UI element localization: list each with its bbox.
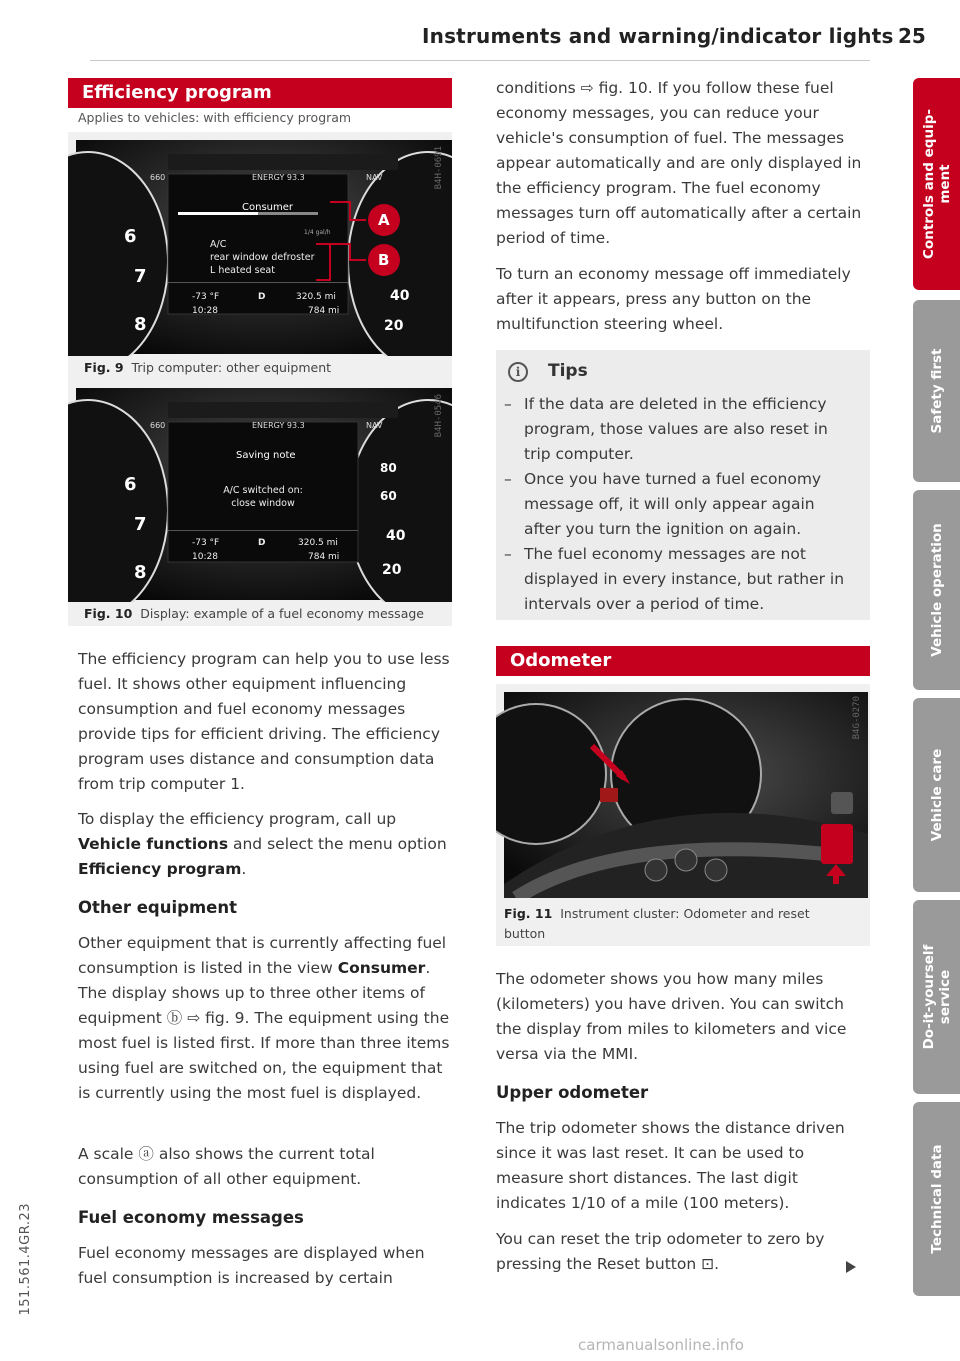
side-tab-label: Technical data <box>928 1144 945 1254</box>
side-tab-safety[interactable] <box>913 300 960 482</box>
paragraph-continued <box>496 76 872 251</box>
svg-text:40: 40 <box>390 288 410 304</box>
cluster-odo: 784 mi <box>308 306 340 316</box>
svg-text:8: 8 <box>134 562 147 583</box>
svg-text:80: 80 <box>380 461 397 475</box>
paragraph-continued-text: conditions ⇨ fig. 10. If you follow these fuel economy messages, you can reduce your vehicle's consumption of fuel. The messages appear automatically and are only displayed in the efficiency program. The fuel economy messages turn off automatically after a certain period of time. <box>496 79 862 247</box>
cluster-item: A/C <box>210 239 227 250</box>
side-tab-label: Do-it-yourself service <box>920 944 953 1050</box>
figure-9 <box>68 132 452 380</box>
applies-note: Applies to vehicles: with efficiency program <box>78 110 352 125</box>
paragraph: To turn an economy message off immediately after it appears, press any button on the multifunction steering wheel. <box>496 265 851 333</box>
tips-box <box>496 350 870 620</box>
side-tab-vehicle-care[interactable] <box>913 698 960 892</box>
menu-term: Consumer <box>337 959 426 977</box>
figure-label: Fig. 10 <box>84 606 133 621</box>
figure-code: B4G-0270 <box>852 696 862 740</box>
tip-text: The fuel economy messages are not displayed in every instance, but rather in intervals over a period of time. <box>524 545 845 613</box>
cluster-gear: D <box>258 538 266 548</box>
figure-caption <box>84 604 424 624</box>
cluster-nav: NAV <box>366 421 383 430</box>
figure-10 <box>68 380 452 626</box>
cluster-items <box>210 238 315 277</box>
tips-title: Tips <box>548 361 588 381</box>
watermark: carmanualsonline.info <box>578 1336 744 1354</box>
figure-caption <box>504 904 854 944</box>
svg-text:8: 8 <box>134 314 147 335</box>
svg-text:6: 6 <box>124 474 137 495</box>
running-header: Instruments and warning/indicator lights <box>422 24 894 48</box>
paragraph: You can reset the trip odometer to zero by pressing the Reset button ⊡. <box>496 1230 825 1273</box>
marker-b: B <box>378 251 390 269</box>
cluster-heading: Saving note <box>236 450 296 461</box>
figure-code: B4H-0691 <box>434 146 444 190</box>
tip-item: – Once you have turned a fuel economy message off, it will only appear again after you turn the ignition on again. <box>504 467 856 542</box>
paragraph <box>78 807 454 882</box>
section-title-odometer: Odometer <box>496 646 870 676</box>
side-tab-label: Safety first <box>928 348 945 434</box>
paragraph <box>78 931 454 1106</box>
marker-a: A <box>378 211 390 229</box>
subheading: Other equipment <box>78 898 237 917</box>
figure-label: Fig. 9 <box>84 360 124 375</box>
paragraph: Fuel economy messages are displayed when fuel consumption is increased by certain <box>78 1244 425 1287</box>
cluster-temp: -73 °F <box>192 292 220 302</box>
tip-item: – If the data are deleted in the efficiency program, those values are also reset in trip computer. <box>504 392 856 467</box>
paragraph: The odometer shows you how many miles (kilometers) you have driven. You can switch the display from miles to kilometers and vice versa via the MMI. <box>496 970 847 1063</box>
figure-label: Fig. 11 <box>504 906 553 921</box>
cluster-time: 10:28 <box>192 306 218 316</box>
figure-caption-text: Display: example of a fuel economy message <box>140 606 424 621</box>
tips-list <box>504 392 856 617</box>
cluster-trip: 320.5 mi <box>298 538 338 548</box>
continue-arrow-icon <box>846 1261 856 1273</box>
side-tab-label: Controls and equip- ment <box>920 109 953 259</box>
paragraph: The efficiency program can help you to use less fuel. It shows other equipment influencing consumption and fuel economy messages provide tips for efficient driving. The efficiency program uses distance and consumption data from trip computer 1. <box>78 650 450 793</box>
side-tab-technical-data[interactable] <box>913 1102 960 1296</box>
figure-code: B4H-0546 <box>434 394 444 438</box>
svg-text:7: 7 <box>134 514 147 535</box>
menu-term: Vehicle functions <box>78 835 229 853</box>
tip-text: If the data are deleted in the efficiency program, those values are also reset in trip computer. <box>524 395 828 463</box>
section-title-efficiency: Efficiency program <box>68 78 452 108</box>
cluster-heading: Consumer <box>242 202 293 213</box>
cluster-trip: 320.5 mi <box>296 292 336 302</box>
document-code: 151.561.4GR.23 <box>18 1203 33 1316</box>
subheading: Fuel economy messages <box>78 1208 304 1227</box>
side-tab-diy-service[interactable] <box>913 900 960 1094</box>
svg-text:20: 20 <box>384 318 404 334</box>
cluster-nav: NAV <box>366 173 383 182</box>
svg-text:6: 6 <box>124 226 137 247</box>
figure-caption-text: Instrument cluster: Odometer and reset button <box>504 906 810 941</box>
tip-item: – The fuel economy messages are not displayed in every instance, but rather in intervals over a period of time. <box>504 542 856 617</box>
side-tab-label: Vehicle operation <box>928 523 945 657</box>
side-tab-vehicle-operation[interactable] <box>913 490 960 690</box>
info-icon: i <box>508 362 528 382</box>
cluster-fuel-range: 660 <box>150 421 166 430</box>
page-number: 25 <box>898 24 926 48</box>
text-run: and select the menu option <box>228 835 447 853</box>
cluster-time: 10:28 <box>192 552 218 562</box>
cluster-fuel-range: 660 <box>150 173 166 182</box>
side-tab-label: Vehicle care <box>928 748 945 842</box>
svg-text:20: 20 <box>382 562 402 578</box>
message-line: A/C switched on: <box>223 485 303 496</box>
figure-caption-text: Trip computer: other equipment <box>131 360 332 375</box>
cluster-energy: ENERGY 93.3 <box>252 173 305 182</box>
tip-text: Once you have turned a fuel economy message off, it will only appear again after you turn the ignition on again. <box>524 470 822 538</box>
cluster-image-fig11 <box>496 684 870 898</box>
text-run: To display the efficiency program, call up <box>78 810 397 828</box>
figure-11 <box>496 684 870 946</box>
paragraph: A scale ⓐ also shows the current total consumption of all other equipment. <box>78 1145 375 1188</box>
header-rule <box>90 60 870 61</box>
svg-text:7: 7 <box>134 266 147 287</box>
subheading: Upper odometer <box>496 1083 649 1102</box>
cluster-odo: 784 mi <box>308 552 340 562</box>
text-run: Other equipment that is currently affecting fuel consumption is listed in the view <box>78 934 447 977</box>
message-line: close window <box>231 498 295 509</box>
cluster-temp: -73 °F <box>192 538 220 548</box>
text-run: . <box>241 860 247 878</box>
cluster-item: L heated seat <box>210 265 275 276</box>
side-tab-controls[interactable] <box>913 78 960 290</box>
text-run: . The display shows up to three other items of equipment ⓑ ⇨ fig. 9. The equipment using the most fuel is listed first. If more than three items using fuel are switched on, the equipment that is currently using the most fuel is displayed. <box>78 959 450 1102</box>
cluster-gear: D <box>258 292 266 302</box>
paragraph: The trip odometer shows the distance driven since it was last reset. It can be used to measure short distances. The last digit indicates 1/10 of a mile (100 meters). <box>496 1119 845 1212</box>
svg-text:40: 40 <box>386 528 406 544</box>
cluster-energy: ENERGY 93.3 <box>252 421 305 430</box>
economy-message <box>168 484 358 510</box>
cluster-item: rear window defroster <box>210 252 315 263</box>
cluster-scale: 1/4 gal/h <box>304 229 331 236</box>
svg-text:60: 60 <box>380 489 397 503</box>
figure-caption <box>84 358 331 378</box>
menu-term: Efficiency program <box>78 860 242 878</box>
